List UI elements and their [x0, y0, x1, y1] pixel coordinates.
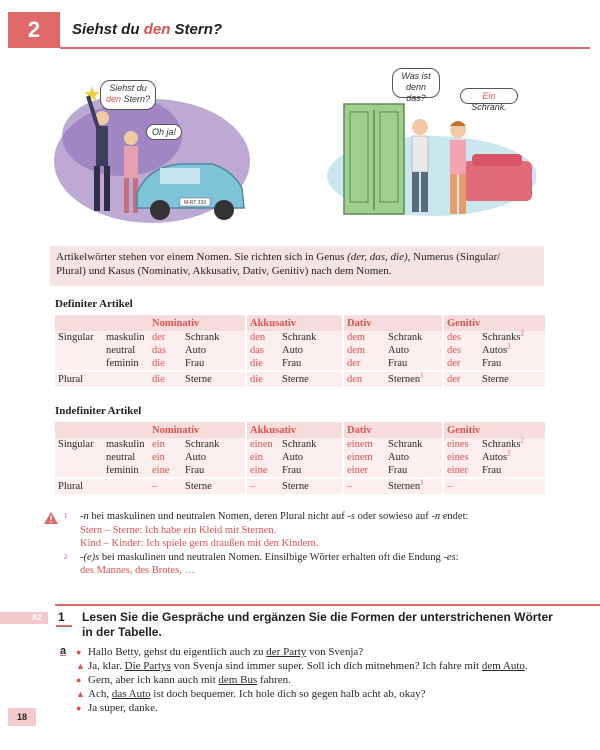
article: die: [246, 371, 279, 387]
col-header: Akkusativ: [246, 422, 343, 438]
article: ein: [149, 438, 182, 451]
article: den: [343, 371, 385, 387]
definite-article-table: [55, 315, 545, 387]
noun: Auto: [182, 451, 246, 464]
article: ein: [149, 451, 182, 464]
col-header: Genitiv: [443, 315, 545, 331]
noun: Auto: [385, 451, 443, 464]
gender-label: neutral: [103, 344, 149, 357]
article: die: [246, 357, 279, 371]
col-header: Dativ: [343, 422, 443, 438]
speaker-b-icon: ▲: [76, 689, 85, 699]
speaker-a-icon: ●: [76, 675, 82, 685]
article: ein: [246, 451, 279, 464]
article: –: [149, 478, 182, 494]
noun: Schrank: [182, 331, 246, 344]
noun: Sterne: [182, 371, 246, 387]
noun: Autos$^2$: [479, 344, 545, 357]
article: eine: [149, 464, 182, 478]
exercise-number-underline: [56, 625, 72, 627]
table-row: [55, 451, 545, 464]
article: einen: [246, 438, 279, 451]
noun: Sterne: [279, 371, 343, 387]
article: der: [149, 331, 182, 344]
noun: Schranks$^2$: [479, 331, 545, 344]
gender-label: feminin: [103, 357, 149, 371]
exercise-part-label: a: [60, 645, 67, 657]
noun: Frau: [479, 464, 545, 478]
article: der: [343, 357, 385, 371]
illustration-stargazing: [52, 66, 252, 226]
noun: Auto: [182, 344, 246, 357]
dialog-line: ● Hallo Betty, gehst du eigentlich auch zu der Party von Svenja?: [76, 646, 364, 658]
article: der: [443, 357, 479, 371]
noun: [479, 478, 545, 494]
gender-label: maskulin: [103, 438, 149, 451]
noun: Schrank: [182, 438, 246, 451]
col-header: Akkusativ: [246, 315, 343, 331]
noun: Frau: [279, 464, 343, 478]
article: –: [443, 478, 479, 494]
noun: Frau: [279, 357, 343, 371]
note-example: Stern – Sterne: Ich habe ein Kleid mit Sternen.: [80, 524, 277, 536]
speaker-a-icon: ●: [76, 703, 82, 713]
noun: Auto: [279, 451, 343, 464]
col-header: Genitiv: [443, 422, 545, 438]
indefinite-article-title: Indefiniter Artikel: [55, 405, 142, 417]
definite-article-title: Definiter Artikel: [55, 298, 133, 310]
article: das: [246, 344, 279, 357]
chapter-number: 2: [8, 12, 60, 48]
warning-icon: [44, 512, 58, 524]
speech-bubble-question: Siehst du den Stern?: [100, 80, 156, 110]
article: einem: [343, 438, 385, 451]
number-label: Singular: [55, 438, 103, 451]
header-divider: [60, 47, 590, 49]
article: einer: [343, 464, 385, 478]
number-label: Singular: [55, 331, 103, 344]
article: eine: [246, 464, 279, 478]
note-example: Kind – Kinder: Ich spiele gern draußen mit den Kindern.: [80, 538, 319, 549]
speech-bubble-question: Was ist denn das?: [392, 68, 440, 98]
note-1: 1 -n bei maskulinen und neutralen Nomen, deren Plural nicht auf -s oder sowieso auf -n endet:: [64, 511, 469, 522]
number-label: Plural: [55, 478, 103, 494]
article: dem: [343, 344, 385, 357]
gender-label: maskulin: [103, 331, 149, 344]
article: die: [149, 371, 182, 387]
table-header-row: [55, 422, 545, 438]
article: dem: [343, 331, 385, 344]
table-row: [55, 438, 545, 451]
sofa: [462, 161, 532, 201]
noun: Schrank: [385, 438, 443, 451]
table-row-plural: [55, 371, 545, 387]
article: einem: [343, 451, 385, 464]
table-row: [55, 357, 545, 371]
noun: Schrank: [385, 331, 443, 344]
exercise-divider: [55, 604, 600, 606]
table-row: [55, 344, 545, 357]
noun: Sterne: [279, 478, 343, 494]
illustration-wardrobe: [322, 66, 536, 226]
noun: Schranks$^2$: [479, 438, 545, 451]
speaker-b-icon: ▲: [76, 661, 85, 671]
grammar-intro: Artikelwörter stehen vor einem Nomen. Sie richten sich in Genus (der, das, die), Numerus (Singular/ Plural) und Kasus (Nominativ, Akkusativ, Dativ, Genitiv) nach dem Nomen.: [50, 246, 544, 286]
dialog-line: ● Gern, aber ich kann auch mit dem Bus fahren.: [76, 674, 291, 686]
table-row: [55, 464, 545, 478]
article: eines: [443, 438, 479, 451]
speaker-a-icon: ●: [76, 647, 82, 657]
article: die: [149, 357, 182, 371]
dialog-line: ▲ Ach, das Auto ist doch bequemer. Ich hole dich so gegen halb acht ab, okay?: [76, 688, 426, 700]
note-2: 2 -(e)s bei maskulinen und neutralen Nomen. Einsilbige Wörter erhalten oft die Endung -es:: [64, 551, 459, 563]
noun: Frau: [182, 357, 246, 371]
noun: Frau: [182, 464, 246, 478]
col-header: Dativ: [343, 315, 443, 331]
exercise-number: 1: [58, 610, 65, 624]
col-header: Nominativ: [149, 315, 246, 331]
gender-label: neutral: [103, 451, 149, 464]
noun: Autos$^2$: [479, 451, 545, 464]
article: der: [443, 371, 479, 387]
article: des: [443, 331, 479, 344]
speech-bubble-answer: Oh ja!: [146, 124, 182, 140]
page-title: Siehst du den Stern?: [72, 21, 223, 38]
grammar-notes: [62, 510, 562, 578]
article: –: [246, 478, 279, 494]
article: den: [246, 331, 279, 344]
article: –: [343, 478, 385, 494]
table-row-plural: [55, 478, 545, 494]
article: eines: [443, 451, 479, 464]
gender-label: feminin: [103, 464, 149, 478]
speech-bubble-answer: Ein Schrank.: [460, 88, 518, 104]
noun: Auto: [385, 344, 443, 357]
number-label: Plural: [55, 371, 103, 387]
col-header: Nominativ: [149, 422, 246, 438]
indefinite-article-table: [55, 422, 545, 494]
noun: Auto: [279, 344, 343, 357]
noun: Frau: [479, 357, 545, 371]
noun: Sterne: [182, 478, 246, 494]
page-number: 18: [8, 708, 36, 726]
level-badge: A2: [0, 612, 48, 624]
table-header-row: [55, 315, 545, 331]
noun: Schrank: [279, 438, 343, 451]
license-plate: M-RT 333: [183, 200, 207, 206]
table-row: [55, 331, 545, 344]
dialog-line: ▲ Ja, klar. Die Partys von Svenja sind immer super. Soll ich dich mitnehmen? Ich fahre mit dem Auto.: [76, 660, 528, 672]
article: des: [443, 344, 479, 357]
note-example: des Mannes, des Brotes, …: [80, 565, 195, 576]
article: einer: [443, 464, 479, 478]
noun: Sternen$^1$: [385, 478, 443, 494]
noun: Frau: [385, 464, 443, 478]
noun: Schrank: [279, 331, 343, 344]
noun: Frau: [385, 357, 443, 371]
noun: Sterne: [479, 371, 545, 387]
article: das: [149, 344, 182, 357]
dialog-line: ● Ja super, danke.: [76, 702, 158, 714]
exercise-instruction: Lesen Sie die Gespräche und ergänzen Sie die Formen der unterstrichenen Wörter in der Tabelle.: [82, 610, 553, 639]
noun: Sternen$^1$: [385, 371, 443, 387]
chapter-header: [0, 12, 590, 48]
